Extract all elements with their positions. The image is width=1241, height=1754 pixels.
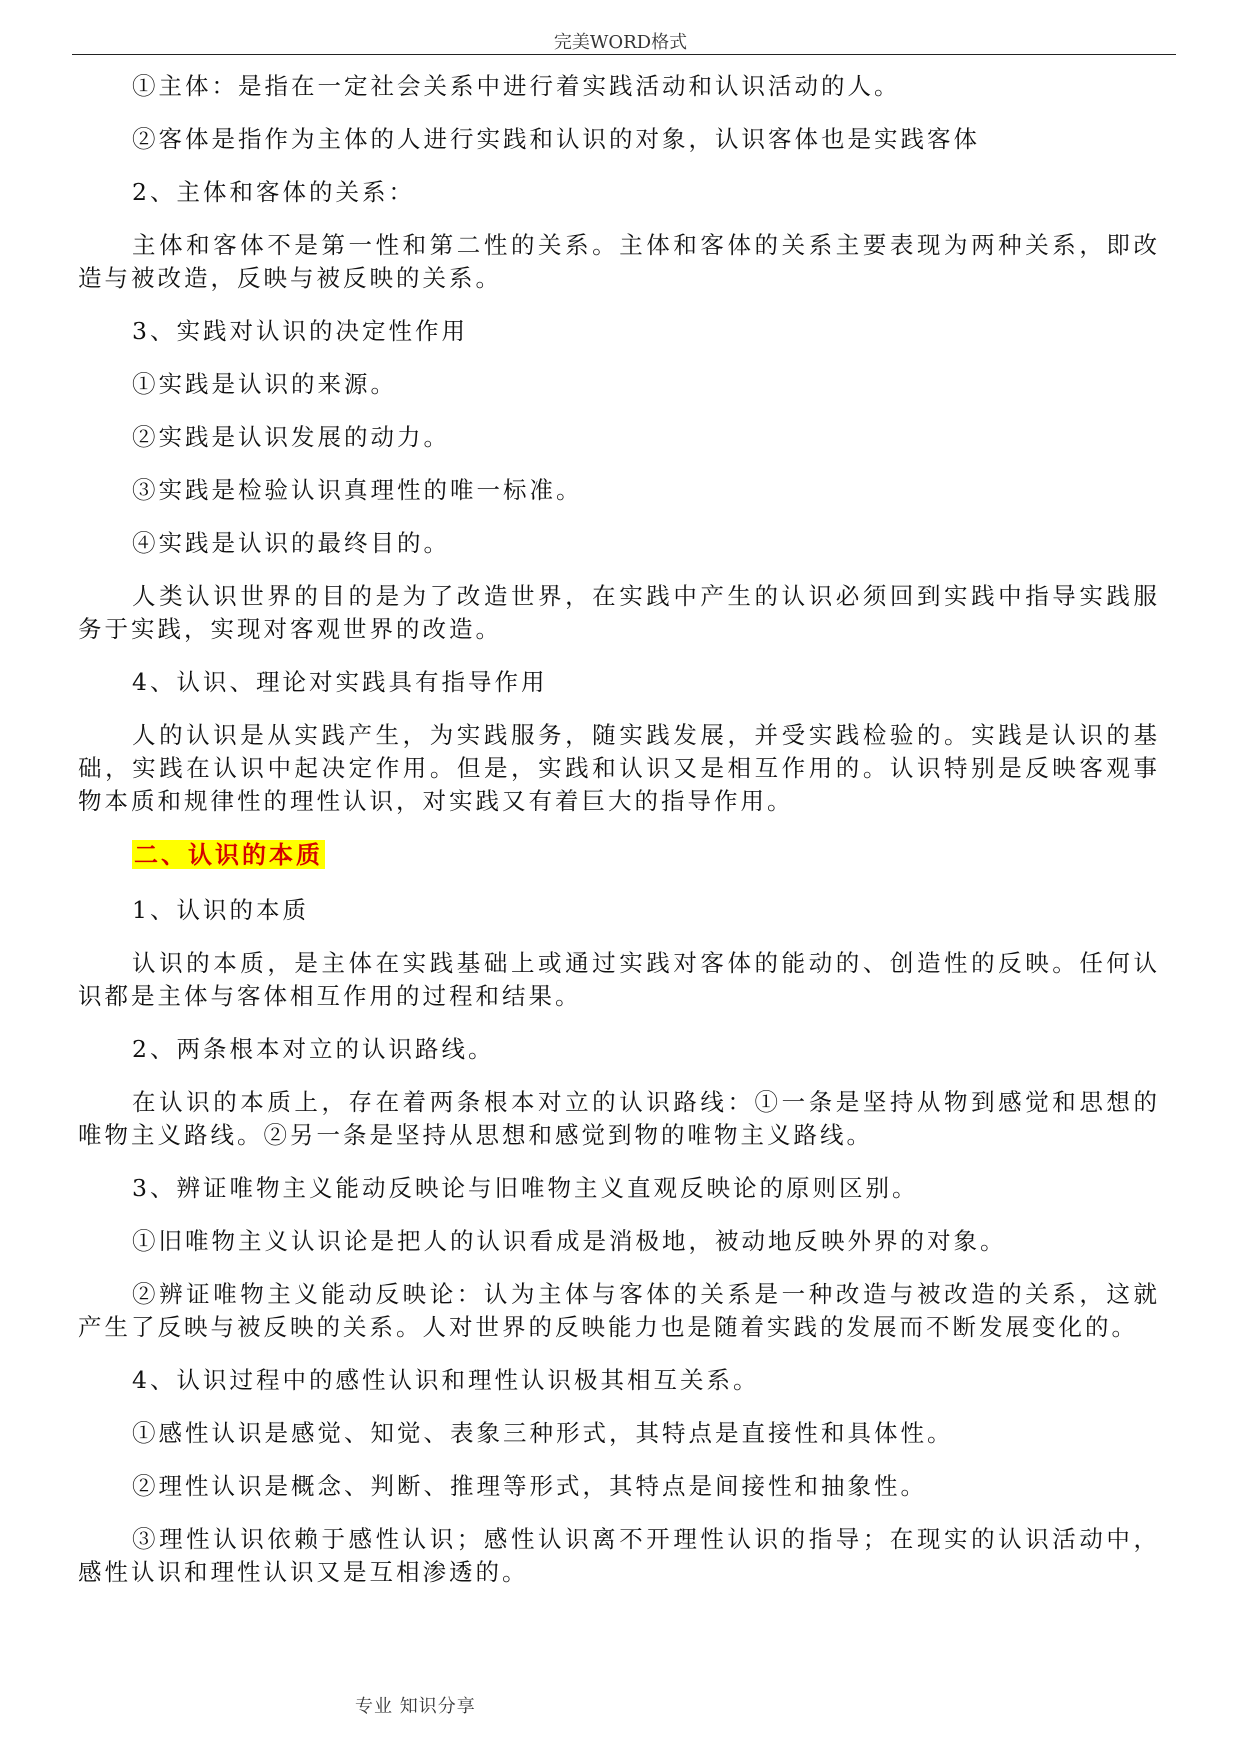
subheading: 2、主体和客体的关系： xyxy=(132,178,415,206)
page-footer: 专业 知识分享 xyxy=(355,1696,476,1717)
paragraph: 人类认识世界的目的是为了改造世界，在实践中产生的认识必须回到实践中指导实践服务于实践，实现对客观世界的改造。 xyxy=(78,582,1160,643)
paragraph: 认识的本质，是主体在实践基础上或通过实践对客体的能动的、创造性的反映。任何认识都是主体与客体相互作用的过程和结果。 xyxy=(78,949,1160,1010)
paragraph: ②客体是指作为主体的人进行实践和认识的对象，认识客体也是实践客体 xyxy=(132,125,980,153)
subheading: 2、两条根本对立的认识路线。 xyxy=(132,1035,495,1063)
header-divider xyxy=(72,54,1176,55)
document-body xyxy=(78,70,1160,1609)
page-header: 完美WORD格式 xyxy=(553,32,688,53)
subheading: 3、辨证唯物主义能动反映论与旧唯物主义直观反映论的原则区别。 xyxy=(132,1174,919,1202)
section-heading-text: 二、认识的本质 xyxy=(134,840,323,869)
paragraph: ①主体：是指在一定社会关系中进行着实践活动和认识活动的人。 xyxy=(132,72,901,100)
list-item: ②实践是认识发展的动力。 xyxy=(132,423,450,451)
paragraph: 在认识的本质上，存在着两条根本对立的认识路线：①一条是坚持从物到感觉和思想的唯物主义路线。②另一条是坚持从思想和感觉到物的唯物主义路线。 xyxy=(78,1088,1160,1149)
list-item: ①感性认识是感觉、知觉、表象三种形式，其特点是直接性和具体性。 xyxy=(132,1419,954,1447)
paragraph: 人的认识是从实践产生，为实践服务，随实践发展，并受实践检验的。实践是认识的基础，实践在认识中起决定作用。但是，实践和认识又是相互作用的。认识特别是反映客观事物本质和规律性的理性认识，对实践又有着巨大的指导作用。 xyxy=(78,721,1160,815)
list-item: ①旧唯物主义认识论是把人的认识看成是消极地，被动地反映外界的对象。 xyxy=(132,1227,1007,1255)
list-item: ③理性认识依赖于感性认识；感性认识离不开理性认识的指导；在现实的认识活动中，感性认识和理性认识又是互相渗透的。 xyxy=(78,1525,1160,1586)
list-item: ①实践是认识的来源。 xyxy=(132,370,397,398)
subheading: 1、认识的本质 xyxy=(132,896,309,924)
subheading: 3、实践对认识的决定性作用 xyxy=(132,317,468,345)
list-item: ②理性认识是概念、判断、推理等形式，其特点是间接性和抽象性。 xyxy=(132,1472,927,1500)
list-item: ②辨证唯物主义能动反映论：认为主体与客体的关系是一种改造与被改造的关系，这就产生了反映与被反映的关系。人对世界的反映能力也是随着实践的发展而不断发展变化的。 xyxy=(78,1280,1160,1341)
paragraph: 主体和客体不是第一性和第二性的关系。主体和客体的关系主要表现为两种关系，即改造与被改造，反映与被反映的关系。 xyxy=(78,231,1160,292)
list-item: ③实践是检验认识真理性的唯一标准。 xyxy=(132,476,583,504)
section-heading xyxy=(132,838,1160,872)
list-item: ④实践是认识的最终目的。 xyxy=(132,529,450,557)
subheading: 4、认识过程中的感性认识和理性认识极其相互关系。 xyxy=(132,1366,760,1394)
subheading: 4、认识、理论对实践具有指导作用 xyxy=(132,668,548,696)
